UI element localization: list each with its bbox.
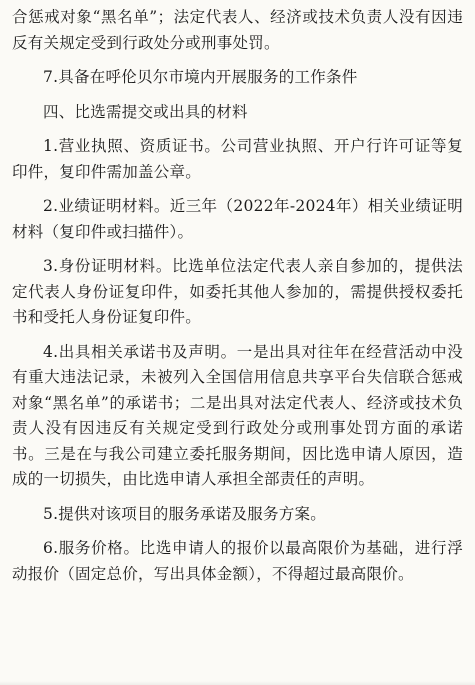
paragraph-item-4: 4.出具相关承诺书及声明。一是出具对往年在经营活动中没有重大违法记录，未被列入全国信用信息共享平台失信联合惩戒对象“黑名单”的承诺书；二是出具对法定代表人、经济或技术负责人没有因违反有关规定受到行政处分或刑事处罚方面的承诺书。三是在与我公司建立委托服务期间，因比选申请人原因，造成的一切损失，由比选申请人承担全部责任的声明。	[12, 342, 463, 488]
paragraph-item-6: 6.服务价格。比选申请人的报价以最高限价为基础，进行浮动报价（固定总价，写出具体金额），不得超过最高限价。	[12, 539, 463, 583]
paragraph-item-5: 5.提供对该项目的服务承诺及服务方案。	[43, 504, 327, 523]
paragraph-item-7: 7.具备在呼伦贝尔市境内开展服务的工作条件	[43, 68, 358, 86]
paragraph-item-3: 3.身份证明材料。比选单位法定代表人亲自参加的，提供法定代表人身份证复印件，如委托其他人参加的，需提供授权委托书和受托人身份证复印件。	[12, 257, 463, 326]
section-heading-materials: 四、比选需提交或出具的材料	[43, 102, 248, 121]
paragraph-item-1: 1.营业执照、资质证书。公司营业执照、开户行许可证等复印件，复印件需加盖公章。	[12, 137, 463, 181]
paragraph-continuation: 合惩戒对象“黑名单”；法定代表人、经济或技术负责人没有因违反有关规定受到行政处分或刑事处罚。	[12, 8, 463, 52]
paragraph-item-2: 2.业绩证明材料。近三年（2022年-2024年）相关业绩证明材料（复印件或扫描件）。	[12, 197, 463, 241]
page-bottom-edge	[0, 681, 475, 685]
